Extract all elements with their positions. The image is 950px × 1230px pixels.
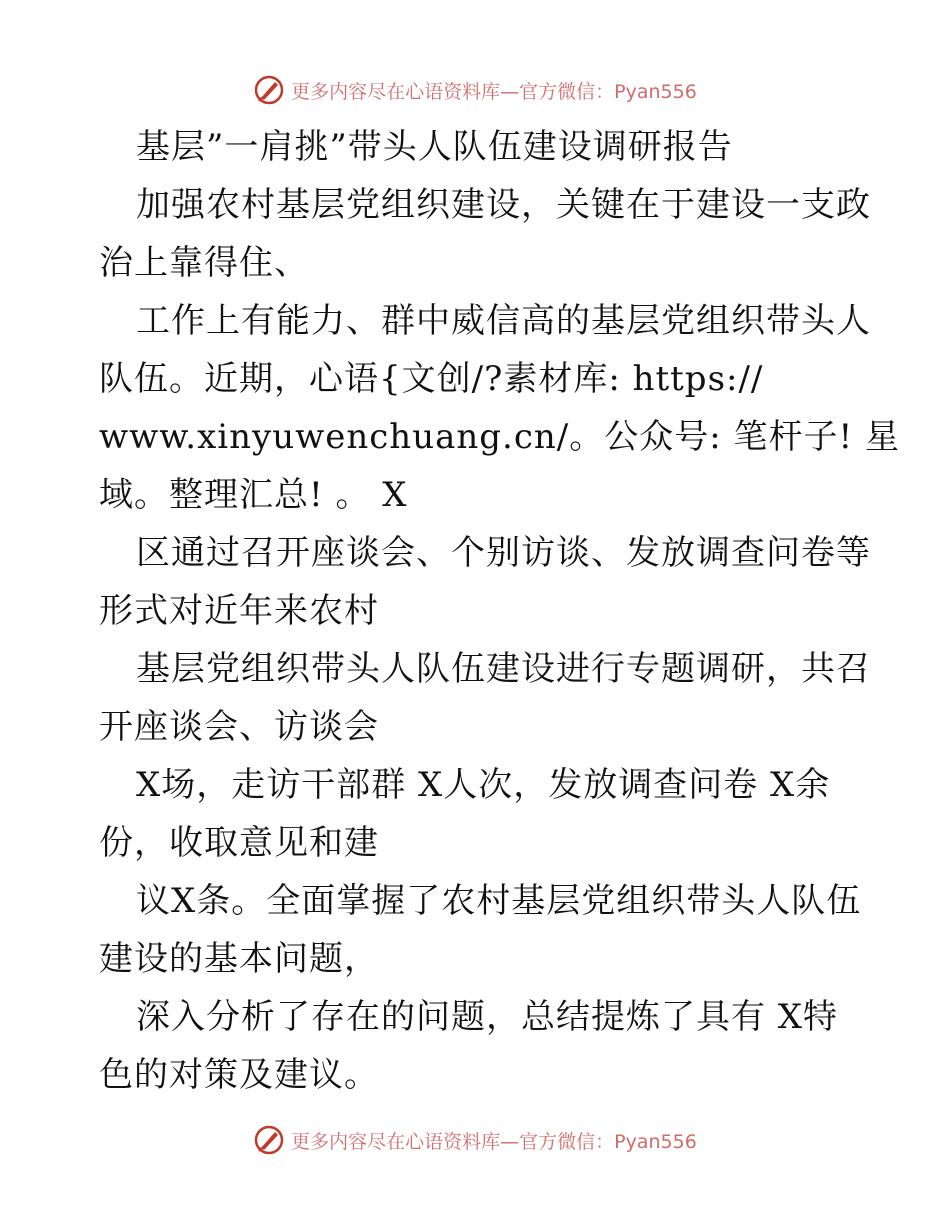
- document-body: [99, 118, 900, 1104]
- watermark-text: 更多内容尽在心语资料库—官方微信：Pyan556: [291, 80, 697, 103]
- text-line: 区通过召开座谈会、个别访谈、发放调查问卷等: [136, 533, 871, 573]
- text-line: 份，收取意见和建: [99, 823, 379, 863]
- watermark-footer: [0, 1120, 950, 1160]
- text-line: 建设的基本问题，: [99, 939, 379, 979]
- text-line: 深入分析了存在的问题，总结提炼了具有 X特: [136, 997, 839, 1037]
- quill-pen-icon: [253, 74, 285, 106]
- watermark-header: [0, 70, 950, 110]
- text-line: 队伍。近期，心语{文创/?素材库: https://: [99, 359, 764, 399]
- quill-pen-icon: [253, 1124, 285, 1156]
- text-line: 色的对策及建议。: [99, 1055, 379, 1095]
- text-line: 开座谈会、访谈会: [99, 707, 379, 747]
- text-line: www.xinyuwenchuang.cn/。公众号: 笔杆子! 星: [99, 417, 900, 457]
- text-line: 加强农村基层党组织建设，关键在于建设一支政: [136, 185, 871, 225]
- text-line: 基层”一肩挑”带头人队伍建设调研报告: [136, 127, 733, 167]
- text-line: 治上靠得住、: [99, 243, 309, 283]
- text-line: 域。整理汇总! 。 X: [99, 475, 408, 515]
- watermark-text: 更多内容尽在心语资料库—官方微信：Pyan556: [291, 1130, 697, 1153]
- text-line: 形式对近年来农村: [99, 591, 379, 631]
- text-line: 基层党组织带头人队伍建设进行专题调研，共召: [136, 649, 871, 689]
- text-line: 工作上有能力、群中威信高的基层党组织带头人: [136, 301, 871, 341]
- text-line: 议X条。全面掌握了农村基层党组织带头人队伍: [136, 881, 862, 921]
- text-line: X场，走访干部群 X人次，发放调查问卷 X余: [136, 765, 831, 805]
